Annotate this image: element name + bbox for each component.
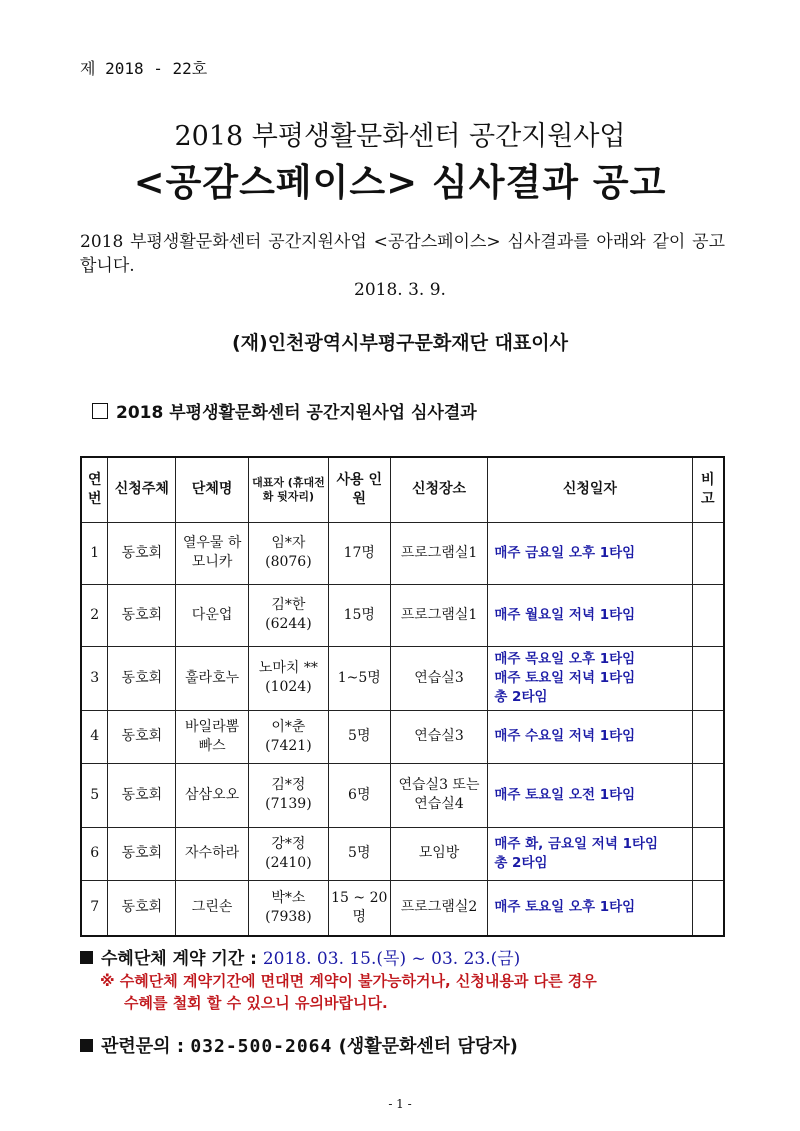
rep-name: 임*자 (271, 535, 306, 551)
cell-place: 모임방 (390, 827, 488, 880)
header-group: 단체명 (176, 457, 249, 522)
header-schedule: 신청일자 (488, 457, 692, 522)
cell-schedule (488, 763, 692, 827)
cell-no: 2 (81, 584, 108, 646)
cell-schedule (488, 827, 692, 880)
notice (100, 970, 740, 1014)
intro-paragraph: 2018 부평생활문화센터 공간지원사업 <공감스페이스> 심사결과를 아래와 같이 공고합니다. (80, 232, 725, 276)
cell-place: 연습실3 (390, 646, 488, 710)
schedule-line: 총 2타임 (494, 854, 548, 871)
checkbox-icon (92, 403, 108, 419)
cell-type: 동호회 (108, 880, 176, 936)
rep-phone: (7938) (265, 908, 312, 925)
table-row (81, 522, 724, 584)
section-heading (92, 398, 477, 423)
cell-place: 연습실3 또는 연습실4 (390, 763, 488, 827)
header-people: 사용 인원 (328, 457, 390, 522)
header-note: 비고 (692, 457, 724, 522)
cell-schedule (488, 584, 692, 646)
cell-people: 6명 (328, 763, 390, 827)
header-place: 신청장소 (390, 457, 488, 522)
cell-people: 17명 (328, 522, 390, 584)
cell-note (692, 827, 724, 880)
cell-schedule (488, 710, 692, 763)
schedule-line: 매주 토요일 오후 1타임 (494, 899, 636, 916)
schedule-line: 매주 월요일 저녁 1타임 (494, 606, 636, 623)
header-representative: 대표자 (휴대전화 뒷자리) (248, 457, 328, 522)
inquiry-phone: 032-500-2064 (190, 1036, 333, 1057)
cell-place: 프로그램실2 (390, 880, 488, 936)
cell-group: 자수하라 (176, 827, 249, 880)
cell-group: 다운업 (176, 584, 249, 646)
inquiry-contact: (생활문화센터 담당자) (338, 1036, 518, 1057)
cell-schedule (488, 646, 692, 710)
cell-group: 그린손 (176, 880, 249, 936)
cell-rep (248, 880, 328, 936)
schedule-line: 매주 금요일 오후 1타임 (494, 544, 636, 561)
cell-rep (248, 584, 328, 646)
contract-label: 수혜단체 계약 기간 : (101, 949, 257, 969)
header-no: 연번 (81, 457, 108, 522)
cell-no: 4 (81, 710, 108, 763)
rep-name: 박*소 (271, 889, 306, 906)
schedule-line: 매주 수요일 저녁 1타임 (494, 728, 636, 744)
header-type: 신청주체 (108, 457, 176, 522)
section-title: 2018 부평생활문화센터 공간지원사업 심사결과 (116, 403, 477, 423)
cell-type: 동호회 (108, 827, 176, 880)
rep-phone: (8076) (265, 554, 312, 570)
cell-note (692, 522, 724, 584)
cell-people: 15명 (328, 584, 390, 646)
black-square-icon (80, 951, 93, 964)
cell-group: 바일라뽐 빠스 (176, 710, 249, 763)
cell-people: 5명 (328, 827, 390, 880)
cell-type: 동호회 (108, 710, 176, 763)
cell-rep (248, 763, 328, 827)
contract-period-line (80, 944, 520, 969)
cell-place: 프로그램실1 (390, 522, 488, 584)
cell-rep (248, 646, 328, 710)
rep-phone: (7139) (265, 796, 312, 812)
cell-people: 15 ~ 20명 (328, 880, 390, 936)
cell-no: 3 (81, 646, 108, 710)
cell-group: 열우물 하모니카 (176, 522, 249, 584)
cell-no: 1 (81, 522, 108, 584)
cell-note (692, 710, 724, 763)
cell-no: 6 (81, 827, 108, 880)
cell-note (692, 763, 724, 827)
cell-type: 동호회 (108, 763, 176, 827)
schedule-line: 매주 토요일 저녁 1타임 (494, 669, 636, 686)
cell-schedule (488, 522, 692, 584)
table-row (81, 827, 724, 880)
cell-rep (248, 827, 328, 880)
table-header-row (81, 457, 724, 522)
cell-group: 훌라호누 (176, 646, 249, 710)
schedule-line: 매주 토요일 오전 1타임 (494, 786, 636, 803)
cell-no: 5 (81, 763, 108, 827)
cell-type: 동호회 (108, 646, 176, 710)
rep-phone: (7421) (265, 737, 312, 754)
rep-name: 강*정 (271, 835, 306, 852)
cell-place: 연습실3 (390, 710, 488, 763)
schedule-line: 매주 목요일 오후 1타임 (494, 650, 636, 667)
title-line-2: <공감스페이스> 심사결과 공고 (133, 160, 667, 204)
table-row (81, 646, 724, 710)
table-row (81, 710, 724, 763)
cell-rep (248, 522, 328, 584)
results-table (80, 456, 725, 937)
table-row (81, 584, 724, 646)
cell-place: 프로그램실1 (390, 584, 488, 646)
table-row (81, 763, 724, 827)
inquiry-label: 관련문의 : (101, 1036, 185, 1057)
page-number: - 1 - (388, 1097, 412, 1111)
rep-phone: (1024) (265, 679, 312, 695)
rep-name: 김*한 (271, 597, 306, 613)
rep-name: 노마치 ** (258, 660, 318, 676)
cell-group: 삼삼오오 (176, 763, 249, 827)
cell-no: 7 (81, 880, 108, 936)
cell-note (692, 880, 724, 936)
announcement-date: 2018. 3. 9. (354, 280, 446, 300)
cell-note (692, 584, 724, 646)
cell-type: 동호회 (108, 584, 176, 646)
cell-rep (248, 710, 328, 763)
rep-name: 이*춘 (271, 718, 306, 735)
rep-phone: (2410) (265, 854, 312, 871)
organization-name: (재)인천광역시부평구문화재단 대표이사 (231, 332, 568, 354)
document-number: 제 2018 - 22호 (80, 59, 208, 78)
schedule-line: 총 2타임 (494, 688, 548, 705)
contract-period: 2018. 03. 15.(목) ~ 03. 23.(금) (262, 949, 521, 969)
cell-people: 5명 (328, 710, 390, 763)
rep-name: 김*정 (271, 777, 306, 793)
cell-note (692, 646, 724, 710)
schedule-line: 매주 화, 금요일 저녁 1타임 (494, 835, 659, 852)
inquiry-line (80, 1032, 518, 1058)
rep-phone: (6244) (265, 616, 312, 632)
cell-schedule (488, 880, 692, 936)
black-square-icon (80, 1039, 93, 1052)
table-row (81, 880, 724, 936)
cell-people: 1~5명 (328, 646, 390, 710)
notice-line-1: ※ 수혜단체 계약기간에 면대면 계약이 불가능하거나, 신청내용과 다른 경우 (100, 972, 597, 990)
notice-line-2: 수혜를 철회 할 수 있으니 유의바랍니다. (124, 994, 388, 1012)
title-line-1: 2018 부평생활문화센터 공간지원사업 (174, 121, 626, 152)
cell-type: 동호회 (108, 522, 176, 584)
